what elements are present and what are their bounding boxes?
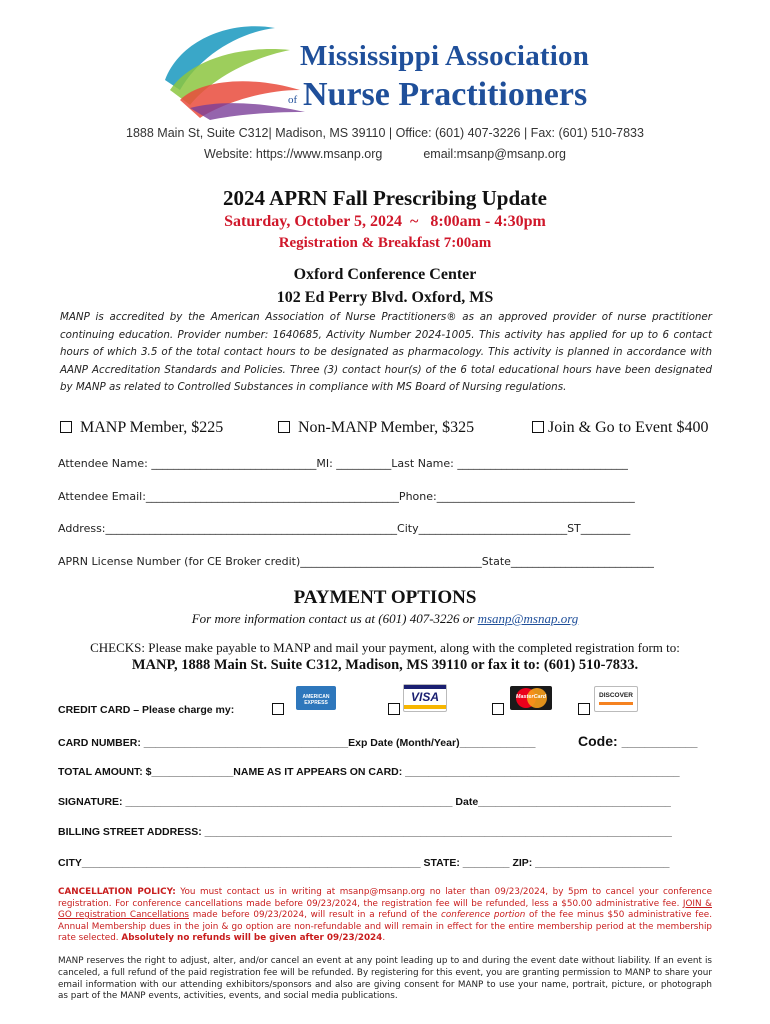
org-website: Website: https://www.msanp.org bbox=[204, 147, 383, 161]
checkbox-amex[interactable] bbox=[272, 703, 284, 715]
option-nonmember-label: Non-MANP Member, $325 bbox=[298, 419, 475, 436]
checkbox-mastercard[interactable] bbox=[492, 703, 504, 715]
checks-instructions: CHECKS: Please make payable to MANP and mail your payment, along with the completed registration form to: bbox=[90, 640, 680, 655]
address-line[interactable]: Address:_____________________________________________________City___________________________ST_________ bbox=[58, 522, 631, 535]
mastercard-label: MasterCard bbox=[515, 694, 547, 700]
signature-line[interactable]: SIGNATURE: ________________________________________________________ Date_________________________________ bbox=[58, 796, 671, 808]
checks-mailing-address: MANP, 1888 Main St. Suite C312, Madison, MS 39110 or fax it to: (601) 510-7833. bbox=[131, 657, 639, 673]
policy-text-3: of the fee minus $50 administrative fee. Annual Membership dues in the join & go option are non-refundable and will remain in effect for the entire membership period at the membership rate selected. bbox=[58, 910, 712, 943]
payment-heading: PAYMENT OPTIONS bbox=[293, 587, 477, 608]
payment-info-email[interactable]: msanp@msnap.org bbox=[477, 611, 579, 626]
policy-text-2: made before 09/23/2024, will result in a refund of the bbox=[189, 910, 442, 920]
checkbox-nonmember[interactable] bbox=[278, 421, 290, 433]
option-member[interactable] bbox=[60, 419, 223, 437]
payment-info bbox=[0, 611, 770, 627]
option-member-label: MANP Member, $225 bbox=[80, 419, 224, 436]
event-date-time: Saturday, October 5, 2024 ~ 8:00am - 4:30pm bbox=[224, 213, 546, 230]
code-field[interactable] bbox=[578, 733, 697, 749]
code-blank: _____________ bbox=[621, 737, 698, 749]
policy-bold: Absolutely no refunds will be given after 09/23/2024 bbox=[121, 933, 383, 943]
policy-end: . bbox=[382, 933, 386, 943]
attendee-email-line[interactable]: Attendee Email:______________________________________________Phone:____________________________________ bbox=[58, 490, 635, 503]
org-address-line: 1888 Main St, Suite C312| Madison, MS 39110 | Office: (601) 407-3226 | Fax: (601) 510-7833 bbox=[126, 126, 644, 140]
visa-icon bbox=[403, 684, 447, 712]
disclaimer-note: MANP reserves the right to adjust, alter, and/or cancel an event at any point leading up to and during the event date without liability. If an event is canceled, a full refund of the paid registration fee will be refunded. By registering for this event, you are granting permission to MANP to share your email information with our attending exhibitors/sponsors and also are giving consent for MANP to use your name, portrait, picture, or photograph as part of the MANP events, activities, events, and social media publications. bbox=[58, 956, 712, 1002]
org-name-of: of bbox=[288, 94, 298, 106]
checkbox-discover[interactable] bbox=[578, 703, 590, 715]
org-name-line1: Mississippi Association bbox=[300, 40, 590, 72]
checkbox-member[interactable] bbox=[60, 421, 72, 433]
venue-name: Oxford Conference Center bbox=[293, 266, 477, 283]
attendee-name-line[interactable]: Attendee Name: ______________________________MI: __________Last Name: _______________________________ bbox=[58, 457, 628, 470]
code-label: Code: bbox=[578, 733, 618, 749]
visa-label: VISA bbox=[410, 690, 439, 704]
amex-label: AMERICAN EXPRESS bbox=[302, 694, 330, 706]
card-number-line[interactable]: CARD NUMBER: ___________________________________Exp Date (Month/Year)_____________ bbox=[58, 737, 536, 749]
org-email: email:msanp@msanp.org bbox=[423, 147, 566, 161]
total-amount-line[interactable]: TOTAL AMOUNT: $______________NAME AS IT APPEARS ON CARD: _______________________________________________ bbox=[58, 766, 680, 778]
credit-card-label: CREDIT CARD – Please charge my: bbox=[58, 704, 235, 716]
org-web-email bbox=[0, 147, 770, 161]
payment-info-text: For more information contact us at (601) 407-3226 or bbox=[191, 611, 478, 626]
license-line[interactable]: APRN License Number (for CE Broker credit)_________________________________State__________________________ bbox=[58, 555, 654, 568]
checkbox-visa[interactable] bbox=[388, 703, 400, 715]
option-join[interactable] bbox=[532, 419, 708, 437]
venue-address: 102 Ed Perry Blvd. Oxford, MS bbox=[276, 289, 494, 306]
policy-join-link: JOIN & GO registration Cancellations bbox=[58, 898, 712, 920]
cancellation-policy bbox=[58, 887, 712, 945]
org-name-line2: Nurse Practitioners bbox=[303, 76, 588, 113]
accreditation-text: MANP is accredited by the American Association of Nurse Practitioners® as an approved provider of nurse practitioner continuing education. Provider number: 1640685, Activity Number 2024-1005. This activity has applied for up to 6 contact hours of which 3.5 of the total contact hours to be designated as pharmacology. This activity is planned in accordance with AANP Accreditation Standards and Policies. Three (3) contact hour(s) of the 6 total educational hours have been designated by MANP as related to Controlled Substances in compliance with MS Board of Nursing regulations. bbox=[60, 311, 712, 393]
mastercard-icon bbox=[510, 686, 552, 710]
city-state-zip-line[interactable]: CITY__________________________________________________________ STATE: ________ ZIP: _______________________ bbox=[58, 857, 670, 869]
discover-icon bbox=[594, 686, 638, 712]
event-title: 2024 APRN Fall Prescribing Update bbox=[223, 186, 547, 210]
policy-label: CANCELLATION POLICY: bbox=[58, 887, 176, 897]
option-nonmember[interactable] bbox=[278, 419, 474, 437]
event-registration: Registration & Breakfast 7:00am bbox=[278, 235, 492, 251]
amex-icon bbox=[296, 686, 336, 710]
policy-italic: conference portion bbox=[441, 910, 526, 920]
billing-address-line[interactable]: BILLING STREET ADDRESS: ________________________________________________________________________________ bbox=[58, 826, 672, 838]
option-join-label: Join & Go to Event $400 bbox=[548, 419, 709, 436]
discover-label: DISCOVER bbox=[599, 692, 633, 699]
checkbox-join[interactable] bbox=[532, 421, 544, 433]
policy-text-1: You must contact us in writing at msanp@msanp.org no later than 09/23/2024, by 5pm to cancel your conference registration. For conference cancellations made before 09/23/2024, the registration fee will be refunded, less a $50.00 administrative fee. bbox=[58, 887, 712, 909]
